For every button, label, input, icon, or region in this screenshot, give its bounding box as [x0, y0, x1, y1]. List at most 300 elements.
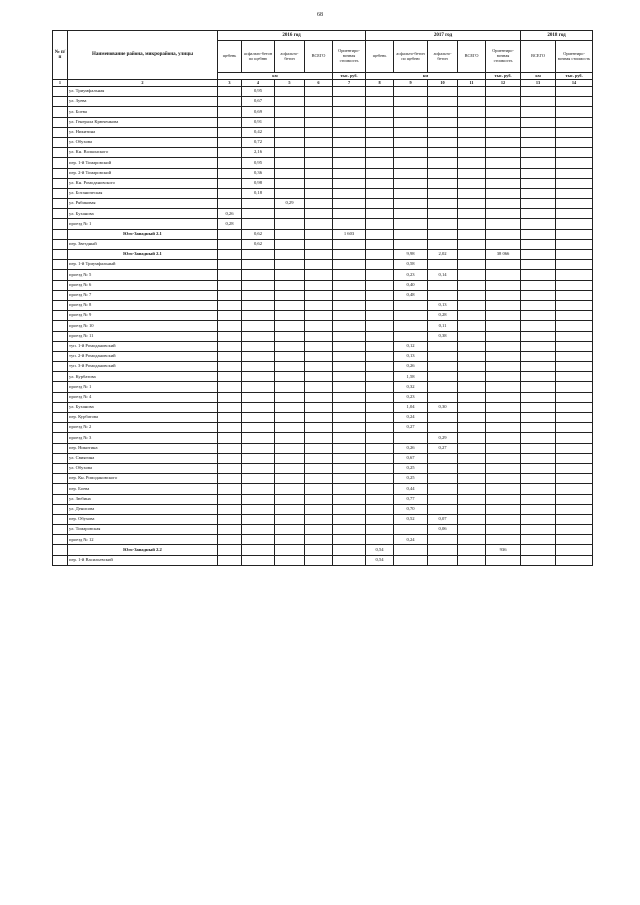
street-name-cell: ул. Кн. Ромодановского	[68, 178, 218, 188]
value-cell	[242, 321, 275, 331]
value-cell	[333, 321, 366, 331]
sub-header: асфальто-бетон	[428, 41, 458, 73]
value-cell	[428, 87, 458, 97]
value-cell	[428, 168, 458, 178]
value-cell	[521, 321, 556, 331]
value-cell	[428, 423, 458, 433]
column-number: 3	[218, 80, 242, 87]
value-cell	[275, 127, 305, 137]
street-name-cell: ул. Ботаническая	[68, 188, 218, 198]
value-cell	[394, 107, 428, 117]
value-cell	[521, 351, 556, 361]
value-cell	[458, 97, 486, 107]
value-cell: 936	[486, 545, 521, 555]
value-cell	[305, 250, 333, 260]
value-cell	[275, 362, 305, 372]
value-cell	[394, 168, 428, 178]
table-row	[53, 137, 593, 147]
value-cell	[394, 433, 428, 443]
value-cell	[556, 178, 593, 188]
value-cell	[521, 250, 556, 260]
sub-header: щебень	[366, 41, 394, 73]
value-cell	[305, 300, 333, 310]
value-cell	[305, 219, 333, 229]
value-cell	[305, 260, 333, 270]
value-cell	[275, 290, 305, 300]
value-cell	[333, 463, 366, 473]
value-cell	[333, 117, 366, 127]
value-cell	[521, 290, 556, 300]
table-row	[53, 239, 593, 249]
value-cell	[333, 188, 366, 198]
value-cell	[305, 453, 333, 463]
value-cell	[458, 331, 486, 341]
value-cell	[458, 250, 486, 260]
value-cell	[458, 382, 486, 392]
value-cell	[394, 178, 428, 188]
value-cell	[366, 392, 394, 402]
value-cell	[218, 168, 242, 178]
value-cell	[333, 87, 366, 97]
value-cell	[275, 413, 305, 423]
value-cell	[218, 443, 242, 453]
street-name-cell: проезд № 8	[68, 300, 218, 310]
section-name-cell: Юго-Западный 2.1	[68, 229, 218, 239]
table-row	[53, 290, 593, 300]
value-cell: 0,54	[366, 545, 394, 555]
value-cell	[556, 168, 593, 178]
value-cell	[218, 555, 242, 565]
value-cell	[366, 148, 394, 158]
value-cell: 0,13	[428, 300, 458, 310]
value-cell	[333, 362, 366, 372]
value-cell	[218, 158, 242, 168]
value-cell: 9,98	[394, 250, 428, 260]
value-cell	[458, 168, 486, 178]
value-cell	[556, 107, 593, 117]
value-cell	[556, 463, 593, 473]
value-cell	[486, 413, 521, 423]
row-number-cell	[53, 137, 68, 147]
value-cell: 0,23	[394, 270, 428, 280]
table-row	[53, 555, 593, 565]
street-name-cell: пер. Кн. Ромодановского	[68, 474, 218, 484]
value-cell	[333, 270, 366, 280]
value-cell	[333, 494, 366, 504]
value-cell: 1,58	[394, 372, 428, 382]
unit-rub-2017: тыс. руб.	[486, 73, 521, 80]
value-cell	[521, 443, 556, 453]
value-cell	[366, 382, 394, 392]
value-cell	[394, 209, 428, 219]
value-cell: 0,42	[242, 127, 275, 137]
value-cell	[275, 402, 305, 412]
row-number-cell	[53, 311, 68, 321]
value-cell	[366, 311, 394, 321]
value-cell	[556, 341, 593, 351]
value-cell: 0,30	[428, 402, 458, 412]
value-cell	[366, 474, 394, 484]
section-row	[53, 545, 593, 555]
value-cell	[333, 351, 366, 361]
value-cell	[333, 341, 366, 351]
sub-header: Ориентиро-вочная стоимость	[333, 41, 366, 73]
value-cell	[486, 168, 521, 178]
value-cell	[521, 402, 556, 412]
value-cell	[486, 137, 521, 147]
value-cell	[556, 514, 593, 524]
value-cell	[366, 423, 394, 433]
row-number-cell	[53, 239, 68, 249]
value-cell	[486, 117, 521, 127]
value-cell	[218, 362, 242, 372]
value-cell	[521, 199, 556, 209]
value-cell	[242, 362, 275, 372]
value-cell	[486, 158, 521, 168]
value-cell: 0,36	[242, 168, 275, 178]
street-name-cell: пер. Никитина	[68, 443, 218, 453]
row-number-cell	[53, 555, 68, 565]
row-number-cell	[53, 229, 68, 239]
value-cell	[218, 97, 242, 107]
value-cell	[458, 453, 486, 463]
value-cell	[275, 433, 305, 443]
value-cell	[275, 535, 305, 545]
sub-header: ВСЕГО	[521, 41, 556, 73]
value-cell	[218, 402, 242, 412]
value-cell	[275, 351, 305, 361]
value-cell	[275, 209, 305, 219]
value-cell	[521, 484, 556, 494]
value-cell	[428, 260, 458, 270]
row-number-cell	[53, 474, 68, 484]
row-number-cell	[53, 280, 68, 290]
row-number-cell	[53, 250, 68, 260]
value-cell	[366, 443, 394, 453]
value-cell	[275, 107, 305, 117]
value-cell	[428, 392, 458, 402]
value-cell	[305, 199, 333, 209]
value-cell	[218, 382, 242, 392]
table-row	[53, 514, 593, 524]
value-cell	[458, 525, 486, 535]
value-cell	[394, 127, 428, 137]
value-cell	[218, 188, 242, 198]
value-cell: 0,07	[428, 514, 458, 524]
value-cell	[556, 555, 593, 565]
column-number: 4	[242, 80, 275, 87]
value-cell	[333, 535, 366, 545]
column-number: 10	[428, 80, 458, 87]
value-cell: 0,62	[242, 239, 275, 249]
value-cell	[458, 494, 486, 504]
value-cell	[458, 107, 486, 117]
value-cell	[218, 453, 242, 463]
value-cell: 0,06	[428, 525, 458, 535]
row-number-cell	[53, 219, 68, 229]
value-cell	[275, 555, 305, 565]
value-cell	[366, 372, 394, 382]
value-cell	[458, 443, 486, 453]
value-cell	[521, 229, 556, 239]
street-name-cell: пер. 2-й Томаровский	[68, 168, 218, 178]
value-cell	[218, 474, 242, 484]
value-cell	[305, 311, 333, 321]
value-cell	[366, 362, 394, 372]
value-cell	[458, 199, 486, 209]
value-cell	[218, 413, 242, 423]
value-cell	[242, 351, 275, 361]
value-cell	[305, 362, 333, 372]
value-cell	[275, 525, 305, 535]
value-cell	[333, 107, 366, 117]
street-name-cell: пер. Звездный	[68, 239, 218, 249]
table-row	[53, 402, 593, 412]
table-row	[53, 270, 593, 280]
value-cell	[486, 504, 521, 514]
value-cell	[218, 270, 242, 280]
row-number-cell	[53, 453, 68, 463]
row-number-cell	[53, 127, 68, 137]
table-row	[53, 209, 593, 219]
value-cell	[521, 209, 556, 219]
row-number-cell	[53, 178, 68, 188]
value-cell	[275, 97, 305, 107]
column-number: 6	[305, 80, 333, 87]
value-cell	[486, 402, 521, 412]
value-cell	[305, 209, 333, 219]
value-cell	[218, 127, 242, 137]
street-name-cell: проезд № 6	[68, 280, 218, 290]
value-cell	[556, 494, 593, 504]
value-cell	[366, 484, 394, 494]
value-cell	[428, 463, 458, 473]
value-cell	[521, 127, 556, 137]
value-cell	[394, 229, 428, 239]
value-cell	[458, 484, 486, 494]
value-cell	[333, 443, 366, 453]
value-cell	[242, 402, 275, 412]
value-cell	[458, 117, 486, 127]
value-cell	[242, 250, 275, 260]
value-cell	[556, 148, 593, 158]
value-cell	[366, 331, 394, 341]
street-name-cell: проезд № 1	[68, 219, 218, 229]
table-row	[53, 331, 593, 341]
value-cell	[366, 137, 394, 147]
row-number-cell	[53, 168, 68, 178]
value-cell	[242, 209, 275, 219]
value-cell	[458, 474, 486, 484]
value-cell: 0,25	[394, 474, 428, 484]
value-cell	[458, 178, 486, 188]
value-cell	[275, 463, 305, 473]
table-row	[53, 97, 593, 107]
street-name-cell: ул. Зюбина	[68, 494, 218, 504]
value-cell	[275, 250, 305, 260]
sub-header: Ориентиро-вочная стоимость	[486, 41, 521, 73]
value-cell: 0,27	[428, 443, 458, 453]
value-cell	[366, 270, 394, 280]
value-cell	[305, 137, 333, 147]
value-cell	[275, 474, 305, 484]
value-cell	[394, 148, 428, 158]
value-cell	[556, 402, 593, 412]
value-cell	[458, 535, 486, 545]
value-cell	[275, 148, 305, 158]
value-cell	[394, 525, 428, 535]
table-row	[53, 504, 593, 514]
value-cell	[366, 178, 394, 188]
value-cell	[275, 229, 305, 239]
value-cell	[521, 362, 556, 372]
value-cell	[305, 535, 333, 545]
section-row	[53, 250, 593, 260]
value-cell	[458, 158, 486, 168]
value-cell	[242, 331, 275, 341]
value-cell	[275, 239, 305, 249]
value-cell	[556, 525, 593, 535]
value-cell	[458, 362, 486, 372]
table-body	[53, 87, 593, 566]
value-cell	[556, 270, 593, 280]
value-cell	[556, 321, 593, 331]
value-cell	[394, 117, 428, 127]
value-cell	[305, 413, 333, 423]
value-cell	[305, 290, 333, 300]
table-row	[53, 474, 593, 484]
value-cell	[486, 280, 521, 290]
value-cell	[333, 260, 366, 270]
value-cell: 0,24	[394, 535, 428, 545]
value-cell	[305, 463, 333, 473]
value-cell	[394, 300, 428, 310]
row-number-cell	[53, 107, 68, 117]
value-cell	[242, 270, 275, 280]
sub-header: асфальто-бетон по щебню	[394, 41, 428, 73]
value-cell	[486, 433, 521, 443]
value-cell	[218, 484, 242, 494]
value-cell	[428, 219, 458, 229]
section-name-cell: Юго-Западный 2.2	[68, 545, 218, 555]
row-number-cell	[53, 392, 68, 402]
value-cell	[333, 300, 366, 310]
street-name-cell: ул. Курбатова	[68, 372, 218, 382]
value-cell: 0,70	[394, 504, 428, 514]
value-cell	[458, 321, 486, 331]
value-cell	[394, 555, 428, 565]
row-number-cell	[53, 443, 68, 453]
value-cell	[305, 484, 333, 494]
value-cell	[275, 453, 305, 463]
value-cell	[366, 321, 394, 331]
value-cell	[275, 545, 305, 555]
value-cell	[333, 392, 366, 402]
table-row	[53, 219, 593, 229]
value-cell	[333, 290, 366, 300]
value-cell	[428, 413, 458, 423]
value-cell	[366, 199, 394, 209]
value-cell	[333, 525, 366, 535]
value-cell	[458, 87, 486, 97]
value-cell: 0,27	[394, 423, 428, 433]
street-name-cell: туп. 2-й Ромодановский	[68, 351, 218, 361]
value-cell	[305, 423, 333, 433]
value-cell	[428, 290, 458, 300]
value-cell	[218, 535, 242, 545]
value-cell: 0,52	[394, 514, 428, 524]
value-cell	[333, 545, 366, 555]
table-row	[53, 158, 593, 168]
street-name-cell: ул. Обухова	[68, 137, 218, 147]
value-cell	[521, 525, 556, 535]
street-name-cell: ул. Денисова	[68, 504, 218, 514]
sub-header: асфальто-бетон	[275, 41, 305, 73]
value-cell	[486, 270, 521, 280]
value-cell	[218, 229, 242, 239]
value-cell	[366, 107, 394, 117]
value-cell	[275, 484, 305, 494]
street-name-cell: туп. 3-й Ромодановский	[68, 362, 218, 372]
row-number-cell	[53, 463, 68, 473]
value-cell	[333, 127, 366, 137]
value-cell	[305, 127, 333, 137]
value-cell	[242, 453, 275, 463]
value-cell	[218, 107, 242, 117]
row-number-cell	[53, 199, 68, 209]
value-cell	[275, 270, 305, 280]
street-name-cell: пер. 1-й Васильевский	[68, 555, 218, 565]
value-cell	[366, 280, 394, 290]
row-number-cell	[53, 321, 68, 331]
value-cell	[305, 514, 333, 524]
value-cell	[486, 362, 521, 372]
value-cell: 0,26	[218, 209, 242, 219]
value-cell	[486, 127, 521, 137]
value-cell	[428, 453, 458, 463]
value-cell	[458, 463, 486, 473]
value-cell	[428, 382, 458, 392]
value-cell: 0,77	[394, 494, 428, 504]
table-row	[53, 311, 593, 321]
value-cell	[333, 413, 366, 423]
value-cell	[366, 463, 394, 473]
table-row	[53, 443, 593, 453]
street-name-cell: ул. Свиягина	[68, 453, 218, 463]
value-cell	[333, 474, 366, 484]
value-cell	[275, 372, 305, 382]
value-cell: 0,54	[366, 555, 394, 565]
value-cell	[556, 433, 593, 443]
value-cell	[333, 484, 366, 494]
value-cell	[333, 239, 366, 249]
row-number-cell	[53, 413, 68, 423]
value-cell	[218, 137, 242, 147]
column-number: 7	[333, 80, 366, 87]
value-cell	[242, 525, 275, 535]
value-cell	[521, 555, 556, 565]
value-cell	[275, 494, 305, 504]
value-cell	[242, 372, 275, 382]
value-cell	[556, 423, 593, 433]
value-cell	[366, 494, 394, 504]
street-name-cell: пер. Обухова	[68, 514, 218, 524]
value-cell	[366, 453, 394, 463]
value-cell	[218, 178, 242, 188]
value-cell	[458, 555, 486, 565]
street-name-cell: пер. 1-й Томаровский	[68, 158, 218, 168]
value-cell	[218, 117, 242, 127]
